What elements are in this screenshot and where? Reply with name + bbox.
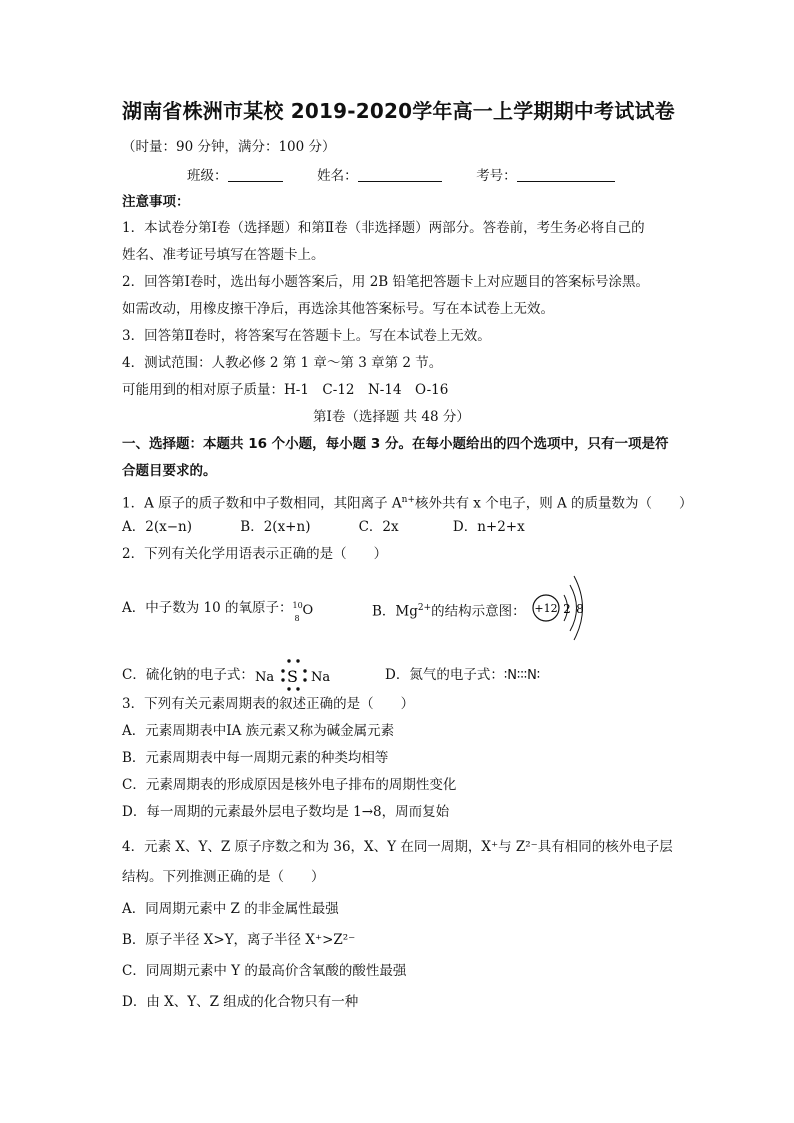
exam-number-blank [517,167,615,182]
section1-intro-b: 合题目要求的。 [122,463,217,479]
nucleus-charge: +12 [534,602,558,615]
q1-option-a: A．2(x−n) [122,519,192,535]
sodium-sulfide-electron-formula [255,656,337,694]
notice-item-2b: 如需改动，用橡皮擦干净后，再选涂其他答案标号。写在本试卷上无效。 [122,301,554,317]
shell-1-count: 2 [563,602,571,616]
q1-option-c: C．2x [358,519,399,535]
question-3-stem: 3．下列有关元素周期表的叙述正确的是（ ） [122,696,415,712]
mg-ion-structure-diagram [528,570,588,644]
atomic-mass-line: 可能用到的相对原子质量：H-1 C-12 N-14 O-16 [122,382,449,398]
question-1-options [122,517,525,537]
q2-option-d: D．氮气的电子式：∶N∶∶∶N∶ [385,667,541,683]
q4-option-b: B．原子半径 X>Y，离子半径 X⁺>Z²⁻ [122,932,356,948]
notice-item-3: 3．回答第Ⅱ卷时，将答案写在答题卡上。写在本试卷上无效。 [122,328,491,344]
question-4-stem-a: 4．元素 X、Y、Z 原子序数之和为 36，X、Y 在同一周期，X⁺与 Z²⁻具有相同的核外电子层 [122,839,673,855]
nitrogen-electron-formula: ∶N∶∶∶N∶ [503,668,541,683]
exam-title: 湖南省株洲市某校 2019-2020学年高一上学期期中考试试卷 [122,99,675,123]
oxygen-isotope-symbol: 10 8 O [292,600,314,623]
q2-option-c: C．硫化钠的电子式： [122,667,254,683]
q3-option-b: B．元素周期表中每一周期元素的种类均相等 [122,750,389,766]
question-1-stem: 1．A 原子的质子数和中子数相同，其阳离子 $A^{n+}$核外共有 x 个电子，则 A 的质量数为（ ） [122,495,693,512]
q2-option-a: A．中子数为 10 的氧原子： 10 8 O [122,600,314,623]
notice-heading: 注意事项： [122,194,190,210]
q4-option-c: C．同周期元素中 Y 的最高价含氧酸的酸性最强 [122,963,407,979]
student-info-fields [187,166,615,186]
notice-item-1b: 姓名、准考证号填写在答题卡上。 [122,247,325,263]
q1-option-b: B．2(x+n) [240,519,311,535]
q3-option-d: D．每一周期的元素最外层电子数均是 1→8，周而复始 [122,804,450,820]
q3-option-a: A．元素周期表中ⅠA 族元素又称为碱金属元素 [122,723,395,739]
q3-option-c: C．元素周期表的形成原因是核外电子排布的周期性变化 [122,777,457,793]
sulfur-symbol: S [287,667,298,686]
q2-option-b: B．$Mg^{2+}$的结构示意图： [372,603,526,620]
sodium-symbol-right: Na [311,670,331,685]
class-label: 班级： [187,168,228,184]
question-4-stem-b: 结构。下列推测正确的是（ ） [122,869,325,885]
notice-item-4: 4．测试范围：人教必修 2 第 1 章～第 3 章第 2 节。 [122,355,443,371]
question-2-stem: 2．下列有关化学用语表示正确的是（ ） [122,546,388,562]
sodium-symbol-left: Na [255,670,275,685]
time-score-line: （时量：90 分钟，满分：100 分） [122,139,336,155]
class-blank [228,167,283,182]
part1-title: 第Ⅰ卷（选择题 共 48 分） [313,409,470,425]
notice-item-2a: 2．回答第Ⅰ卷时，选出每小题答案后，用 2B 铅笔把答题卡上对应题目的答案标号涂黑。 [122,274,650,290]
section1-intro-a: 一、选择题：本题共 16 个小题，每小题 3 分。在每小题给出的四个选项中，只有一项是符 [122,436,669,452]
name-blank [358,167,442,182]
shell-2-count: 8 [576,602,584,616]
notice-item-1a: 1．本试卷分第Ⅰ卷（选择题）和第Ⅱ卷（非选择题）两部分。答卷前，考生务必将自己的 [122,220,645,236]
exam-number-label: 考号： [476,168,517,184]
q4-option-a: A．同周期元素中 Z 的非金属性最强 [122,901,339,917]
name-label: 姓名： [317,168,358,184]
q1-option-d: D．n+2+x [452,519,525,535]
q4-option-d: D．由 X、Y、Z 组成的化合物只有一种 [122,994,359,1010]
